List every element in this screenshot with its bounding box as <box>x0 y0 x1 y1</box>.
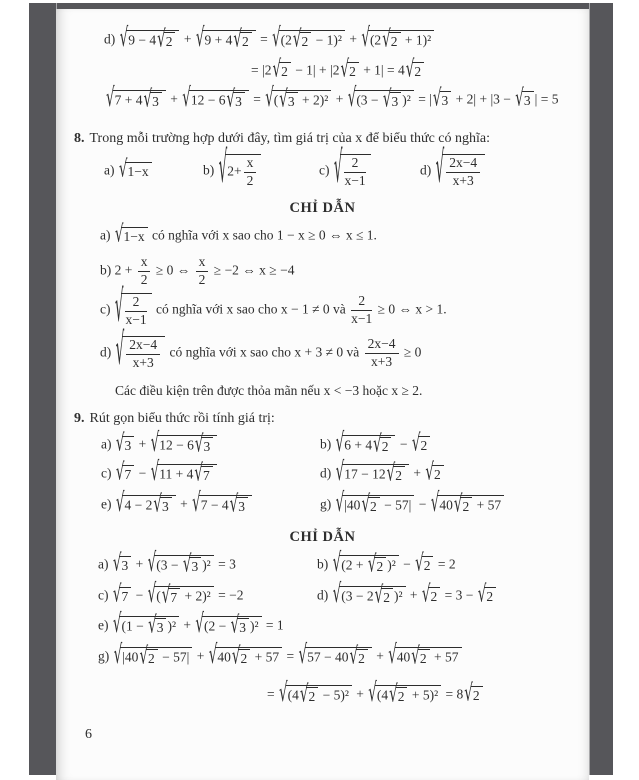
expression-9b: b) √ 6 + 4 √ 2 − √ 2 <box>320 435 579 456</box>
hint-heading-problem9: CHỈ DẪN <box>289 529 356 545</box>
problem8-items-row <box>104 142 579 195</box>
scanned-page <box>56 9 589 780</box>
problem9-items-row-2 <box>101 457 579 488</box>
solution-9b: b) √ (2 + √ 2 )² − √ 2 = 2 <box>317 548 456 579</box>
solution-9d: d) √ (3 − 2 √ 2 )² + √ 2 = 3 − √ 2 <box>317 586 579 607</box>
solution-9c: c) √ 7 − √ ( √ 7 + 2)² = −2 <box>98 579 244 610</box>
problem9-hints-row-2 <box>98 579 579 610</box>
hint-8-conditions-note: Các điều kiện trên được thỏa mãn nếu x < −3 hoặc x ≥ 2. <box>115 383 423 398</box>
problem9-title: Rút gọn biểu thức rồi tính giá trị: <box>89 411 275 426</box>
expression-9g: g) √ |40 √ 2 − 57| − √ 40 √ 2 + 57 <box>320 495 579 516</box>
expression-8b: b) √ 2+ $\frac{x}{2}$ <box>203 154 319 189</box>
hint-8d: d) √ $\frac{2x-4}{x+3}$ có nghĩa với x sao cho x + 3 ≠ 0 và $\frac{2x-4}{x+3}$ ≥ 0 <box>100 324 422 377</box>
problem9-title-line <box>74 410 275 428</box>
solution-9a: a) √ 3 + √ (3 − √ 3 )² = 3 <box>98 548 236 579</box>
solution-7d-line-1: d) √ 9 − 4 √ 2 + √ 9 + 4 √ 2 = √ (2 √ 2 − 1)² + √ (2 √ 2 + 1)² <box>104 30 435 51</box>
page-number: 6 <box>85 727 92 742</box>
solution-9g-line-1: g) √ |40 √ 2 − 57| + √ 40 √ 2 + 57 = √ 57 − 40 √ 2 + √ 40 √ 2 + 57 <box>98 647 463 668</box>
expression-8d: d) √ $\frac{2x-4}{x+3}$ <box>420 154 579 189</box>
expression-8c: c) √ $\frac{2}{x-1}$ <box>319 154 420 189</box>
problem9-items-row-3 <box>101 488 579 519</box>
expression-8a: a) √ 1−x <box>104 162 203 181</box>
expression-9c: c) √ 7 − √ 11 + 4 √ 7 <box>101 464 320 485</box>
hint-8c: c) √ $\frac{2}{x-1}$ có nghĩa với x sao cho x − 1 ≠ 0 và $\frac{2}{x-1}$ ≥ 0 ⇔ x > 1. <box>100 281 447 334</box>
hint-heading-problem8: CHỈ DẪN <box>289 200 356 216</box>
expression-9e: e) √ 4 − 2 √ 3 + √ 7 − 4 √ 3 <box>101 495 320 516</box>
scan-border-right <box>589 3 613 775</box>
solution-7-line-3: √ 7 + 4 √ 3 + √ 12 − 6 √ 3 = √ ( √ 3 + 2)² + √ (3 − √ 3 )² = | √ 3 + 2| + |3 − √ 3 | = 5 <box>106 83 559 114</box>
solution-9e: e) √ (1 − √ 3 )² + √ (2 − √ 3 )² = 1 <box>98 609 284 640</box>
expression-9d: d) √ 17 − 12 √ 2 + √ 2 <box>320 464 579 485</box>
problem8-title-line <box>74 130 490 148</box>
expression-9a: a) √ 3 + √ 12 − 6 √ 3 <box>101 435 320 456</box>
hint-8b: b) 2 + $\frac{x}{2}$ ≥ 0 ⇔ $\frac{x}{2}$ ≥ −2 ⇔ x ≥ −4 <box>100 254 295 287</box>
problem9-hints-row-1 <box>98 548 579 579</box>
solution-7d-line-2: = |2 √ 2 − 1| + |2 √ 2 + 1| = 4 √ 2 <box>251 62 425 81</box>
hint-8a: a) √ 1−x có nghĩa với x sao cho 1 − x ≥ 0 ⇔ x ≤ 1. <box>100 220 377 249</box>
problem9-number: 9. <box>74 411 85 426</box>
problem9-items-row-1 <box>101 428 579 459</box>
scan-border-left <box>29 3 57 775</box>
problem8-number: 8. <box>74 131 85 146</box>
problem8-title: Trong mỗi trường hợp dưới đây, tìm giá trị của x để biểu thức có nghĩa: <box>89 131 490 146</box>
solution-9g-line-2: = √ (4 √ 2 − 5)² + √ (4 √ 2 + 5)² = 8 √ 2 <box>267 685 484 706</box>
